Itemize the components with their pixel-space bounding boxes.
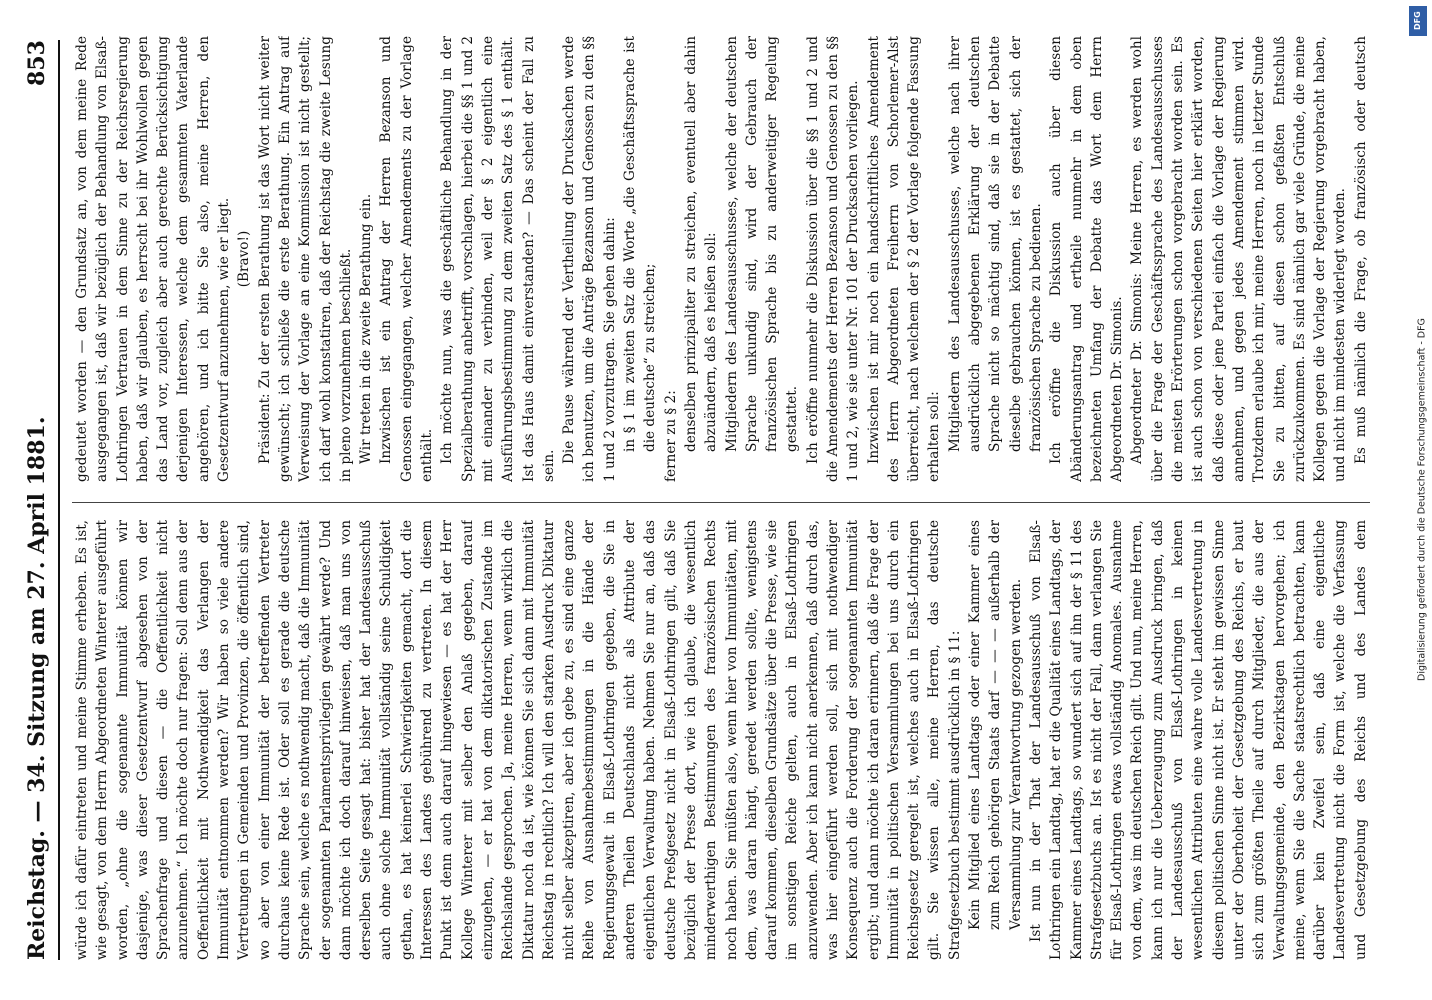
paragraph: Ich eröffne nunmehr die Diskussion über die §§ 1 und 2 und die Amendements der Herren Bezanson und Genossen zu den §§ 1 und 2, wie sie unter Nr. 101 der Drucksachen vorliegen. <box>804 36 862 482</box>
quote-paragraph: Kein Mitglied eines Landtags oder einer Kammer eines zum Reich gehörigen Staats darf — — — außerhalb der Versammlung zur Verantwortung gezogen werden. <box>967 520 1024 930</box>
quote-paragraph: Mitgliedern des Landesausschusses, welche nach ihrer ausdrücklich abgegebenen Erklärung der deutschen Sprache nicht so mächtig sind, daß sie in der Debatte dieselbe gebrauchen können, ist es gestattet, sich der französischen Sprache zu bedienen. <box>946 36 1044 452</box>
paragraph: würde ich dafür eintreten und meine Stimme erheben. Es ist, wie gesagt, von dem Herrn Abgeordneten Winterer ausgeführt worden, „ohne die sogenannte Immunität können wir dasjenige, was dieser Gesetzentwurf abgesehen von der Sprachenfrage und diesen — die Oeffentlichkeit nicht anzunehmen.“ Ich möchte doch nur fragen: Soll denn aus der Oeffentlichkeit mit Nothwendigkeit das Verlangen der Immunität entnommen werden? Wir haben so viele andere Vertretungen in Gemeinden und Provinzen, die öffentlich sind, wo aber von einer Immunität der betreffenden Vertreter durchaus keine Rede ist. Oder soll es gerade die deutsche Sprache sein, welche es nothwendig macht, daß die Immunität der sogenannten Parlamentsprivilegien gewährt werde? Und dann möchte ich doch darauf hinweisen, daß man uns von derselben Seite gesagt hat: bisher hat der Landesausschuß auch ohne solche Immunität vollständig seine Schuldigkeit gethan, es hat keinerlei Schwierigkeiten gemacht, dort die Interessen des Landes gebührend zu vertreten. In diesem Punkt ist denn auch darauf hingewiesen — es hat der Herr Kollege Winterer mit selber den Anlaß gegeben, darauf einzugehen, — er hat von dem diktatorischen Zustande im Reichslande gesprochen. Ja, meine Herren, wenn wirklich die Diktatur noch da ist, wie können Sie sich dann mit Immunität Reichstag in rechtlich? Ich will den starken Ausdruck Diktatur nicht selber akzeptiren, aber ich gebe zu, es sind eine ganze Reihe von Ausnahmebestimmungen in die Hände der Regierungsgewalt in Elsaß-Lothringen gegeben, die Sie in anderen Theilen Deutschlands nicht als Attribute der eigentlichen Verwaltung haben. Nehmen Sie nur an, daß das deutsche Preßgesetz nicht in Elsaß-Lothringen gilt, daß Sie bezüglich der Presse dort, wie ich glaube, die wesentlich minderwerthigen Bestimmungen des französischen Rechts noch haben. Sie müßten also, wenn hier von Immunitäten, mit dem, was daran hängt, geredet werden sollte, wenigstens darauf kommen, dieselben Grundsätze über die Presse, wie sie im sonstigen Reiche gelten, auch in Elsaß-Lothringen anzuwenden. Aber ich kann nicht anerkennen, daß durch das, was hier eingeführt werden soll, sich mit nothwendiger Konsequenz auch die Forderung der sogenannten Immunität ergibt; und dann möchte ich daran erinnern, daß die Frage der Immunität in politischen Versammlungen bei uns durch ein Reichsgesetz geregelt ist, welches auch in Elsaß-Lothringen gilt. Sie wissen alle, meine Herren, das deutsche Strafgesetzbuch bestimmt ausdrücklich in § 11: <box>74 520 963 960</box>
left-column <box>72 520 1370 960</box>
right-column <box>72 36 1370 482</box>
paragraph: Präsident: Zu der ersten Berathung ist das Wort nicht weiter gewünscht; ich schließe die erste Berathung. Ein Antrag auf Verweisung der Vorlage an eine Kommission ist nicht gestellt; ich darf wohl konstatiren, daß der Reichstag die zweite Lesung in pleno vorzunehmen beschließt. <box>256 36 354 482</box>
paragraph: Inzwischen ist ein Antrag der Herren Bezanson und Genossen eingegangen, welcher Amendements zu der Vorlage enthält. <box>378 36 436 482</box>
digitization-margin <box>1405 0 1432 1000</box>
applause-note: (Bravo!) <box>236 230 253 288</box>
dfg-logo: DFG <box>1409 6 1427 36</box>
paragraph: Inzwischen ist mir noch ein handschriftliches Amendement des Herrn Abgeordneten Freiherrn von Schorlemer-Alst überreicht, nach welchem der § 2 der Vorlage folgende Fassung erhalten soll: <box>865 36 943 482</box>
running-head: Reichstag. — 34. Sitzung am 27. April 1881. <box>24 416 50 960</box>
digitization-credit: Digitalisierung gefördert durch die Deutsche Forschungsgemeinschaft - DFG <box>1416 318 1428 682</box>
paragraph: Wir treten in die zweite Berathung ein. <box>358 193 375 464</box>
column-divider <box>72 502 1370 503</box>
quote-paragraph: in § 1 im zweiten Satz die Worte „die Geschäftssprache ist die deutsche“ zu streichen; <box>622 36 659 452</box>
paragraph: Ich eröffne die Diskussion auch über diesen Abänderungsantrag und ertheile nunmehr in dem oben bezeichneten Umfang der Debatte das Wort dem Herrn Abgeordneten Dr. Simonis. <box>1048 36 1126 482</box>
page-number: 853 <box>24 40 50 86</box>
paragraph: Ist nun in der That der Landesausschuß von Elsaß-Lothringen ein Landtag, hat er die Qualität eines Landtags, der Kammer eines Landtags, so wundert sich auf ihn der § 11 des Strafgesetzbuchs an. Ist es nicht der Fall, dann verlangen Sie für Elsaß-Lothringen etwas vollständig Anomales. Ausnahme von dem, was im deutschen Reich gilt. Und nun, meine Herren, kann ich nur die Ueberzeugung zum Ausdruck bringen, daß der Landesausschuß von Elsaß-Lothringen in keinen wesentlichen Attributen eine wahre volle Landesvertretung in diesem politischen Sinne nicht ist. Er steht im gewissen Sinne unter der Oberhoheit der Gesetzgebung des Reichs, er baut sich zum größten Theile auf durch Mitglieder, die aus der Verwaltungsgemeinde, den Bezirkstagen hervorgehen; ich meine, wenn Sie die Sache staatsrechtlich betrachten, kann darüber kein Zweifel sein, daß eine eigentliche Landesvertretung nicht die Form ist, welche die Verfassung und Gesetzgebung des Reichs und des Landes dem <box>1027 520 1369 960</box>
paragraph: Es muß nämlich die Frage, ob französisch oder deutsch <box>1352 36 1369 464</box>
paragraph: Die Pause während der Vertheilung der Drucksachen werde ich benutzen, um die Anträge Bezanson und Genossen zu den §§ 1 und 2 vorzutragen. Sie gehen dahin: <box>561 36 618 482</box>
paragraph: ferner zu § 2: <box>662 390 679 482</box>
quote-paragraph: Mitgliedern des Landesausschusses, welche der deutschen Sprache unkundig sind, wird der Gebrauch der französischen Sprache bis zu anderweitiger Regelung gestattet. <box>723 36 801 452</box>
paragraph: Abgeordneter Dr. Simonis: Meine Herren, es werden wohl über die Frage der Geschäftssprache des Landesausschusses die meisten Erörterungen schon vorgebracht worden sein. Es ist auch schon von verschiedenen Seiten hier erklärt worden, daß diese oder jene Partei einfach die Vorlage der Regierung annehmen, und gegen jedes Amendement stimmen wird. Trotzdem erlaube ich mir, meine Herren, noch in letzter Stunde Sie zu bitten, auf diesen schon gefaßten Entschluß zurückzukommen. Es sind nämlich gar viele Gründe, die meine Kollegen gegen die Vorlage der Regierung vorgebracht haben, und nicht im mindesten widerlegt worden. <box>1129 36 1349 482</box>
page-header <box>18 40 60 960</box>
paragraph: Ich möchte nun, was die geschäftliche Behandlung in der Spezialberathung anbetrifft, vorschlagen, hierbei die §§ 1 und 2 mit einander zu verbinden, weil der § 2 eigentlich eine Ausführungsbestimmung zu dem zweiten Satz des § 1 enthält. Ist das Haus damit einverstanden? — Das scheint der Fall zu sein. <box>439 36 557 482</box>
quote-paragraph: denselben prinzipaliter zu streichen, eventuell aber dahin abzuändern, daß es heißen soll: <box>682 36 720 452</box>
paragraph: gedeutet worden — den Grundsatz an, von dem meine Rede ausgegangen ist, daß wir bezüglich der Behandlung von Elsaß-Lothringen Vertrauen in dem Sinne zu der Reichsregierung haben, daß wir glauben, es herrscht bei ihr Wohlwollen gegen das Land vor, zugleich aber auch gerechte Berücksichtigung derjenigen Interessen, welche dem gesammten Vaterlande angehören, und ich bitte Sie also, meine Herren, den Gesetzentwurf anzunehmen, wie er liegt. <box>74 36 233 482</box>
